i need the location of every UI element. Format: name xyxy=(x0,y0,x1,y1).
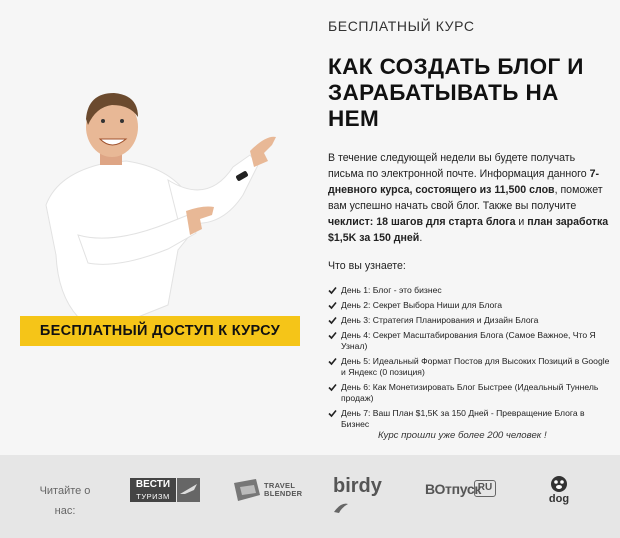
page-title: КАК СОЗДАТЬ БЛОГ И ЗАРАБАТЫВАТЬ НА НЕМ xyxy=(328,54,584,131)
free-access-button[interactable]: БЕСПЛАТНЫЙ ДОСТУП К КУРСУ xyxy=(20,316,300,346)
press-bar xyxy=(0,455,620,538)
checkmark-icon xyxy=(328,316,337,325)
list-item xyxy=(328,285,610,296)
list-item xyxy=(328,315,610,326)
list-item xyxy=(328,382,610,404)
course-days-list xyxy=(328,285,610,430)
learn-heading: Что вы узнаете: xyxy=(328,260,406,272)
dog-logo[interactable] xyxy=(544,473,574,509)
day-label: День 3: Стратегия Планирования и Дизайн Блога xyxy=(341,315,539,325)
checkmark-icon xyxy=(328,331,337,340)
vesti-turizm-logo[interactable] xyxy=(130,478,200,502)
checkmark-icon xyxy=(328,286,337,295)
desc-part-3: и xyxy=(515,216,528,228)
vesti-sub: ТУРИЗМ xyxy=(136,492,170,501)
list-item xyxy=(328,356,610,378)
checkmark-icon xyxy=(328,357,337,366)
list-item xyxy=(328,330,610,352)
press-label: Читайте о нас: xyxy=(39,485,91,517)
desc-bold-1: 7-дневного курса, состоящего из 11,500 слов xyxy=(328,168,600,196)
checkmark-icon xyxy=(328,301,337,310)
birdy-logo[interactable] xyxy=(333,475,395,505)
desc-part-1: В течение следующей недели вы будете получать письма по электронной почте. Информация данного xyxy=(328,152,590,180)
votpusk-ru-badge: RU xyxy=(474,480,496,497)
birdy-text: birdy xyxy=(333,475,382,497)
day-label: День 6: Как Монетизировать Блог Быстрее (Идеальный Туннель продаж) xyxy=(341,382,599,403)
man-pointing-illustration xyxy=(18,55,308,345)
day-label: День 2: Секрет Выбора Ниши для Блога xyxy=(341,300,502,310)
votpusk-logo[interactable] xyxy=(425,478,497,500)
travel-blender-icon xyxy=(232,477,262,503)
course-eyebrow: БЕСПЛАТНЫЙ КУРС xyxy=(328,18,475,34)
travel-line-2: BLENDER xyxy=(264,489,303,498)
vesti-logo-text xyxy=(130,478,176,502)
vesti-main: ВЕСТИ xyxy=(135,479,171,490)
checkmark-icon xyxy=(328,383,337,392)
travel-blender-logo[interactable] xyxy=(232,477,303,503)
day-label: День 1: Блог - это бизнес xyxy=(341,285,442,295)
desc-bold-3: план заработка $1,5K за 150 дней xyxy=(328,216,609,244)
travel-blender-text xyxy=(264,482,302,498)
bird-wing-icon xyxy=(333,502,349,514)
travel-line-1: TRAVEL xyxy=(264,481,296,490)
desc-part-2: , поможет вам успешно начать свой блог. Также вы получите xyxy=(328,184,603,212)
list-item xyxy=(328,300,610,311)
list-item xyxy=(328,408,610,430)
plane-icon xyxy=(177,478,200,502)
desc-bold-2: чеклист: 18 шагов для старта блога xyxy=(328,216,516,228)
checkmark-icon xyxy=(328,409,337,418)
desc-part-4: . xyxy=(419,232,423,244)
dog-face-icon xyxy=(544,473,574,495)
hero-image xyxy=(18,55,308,345)
day-label: День 5: Идеальный Формат Постов для Высоких Позиций в Google и Яндекс (0 позиция) xyxy=(341,356,610,377)
dog-text: dog xyxy=(548,493,570,505)
day-label: День 4: Секрет Масштабирования Блога (Самое Важное, Что Я Узнал) xyxy=(341,330,596,351)
course-description xyxy=(328,150,610,246)
course-info xyxy=(328,18,610,434)
participants-note: Курс прошли уже более 200 человек ! xyxy=(378,430,547,441)
day-label: День 7: Ваш План $1,5K за 150 Дней - Превращение Блога в Бизнес xyxy=(341,408,585,429)
votpusk-text: ВОтпуск xyxy=(425,481,482,497)
